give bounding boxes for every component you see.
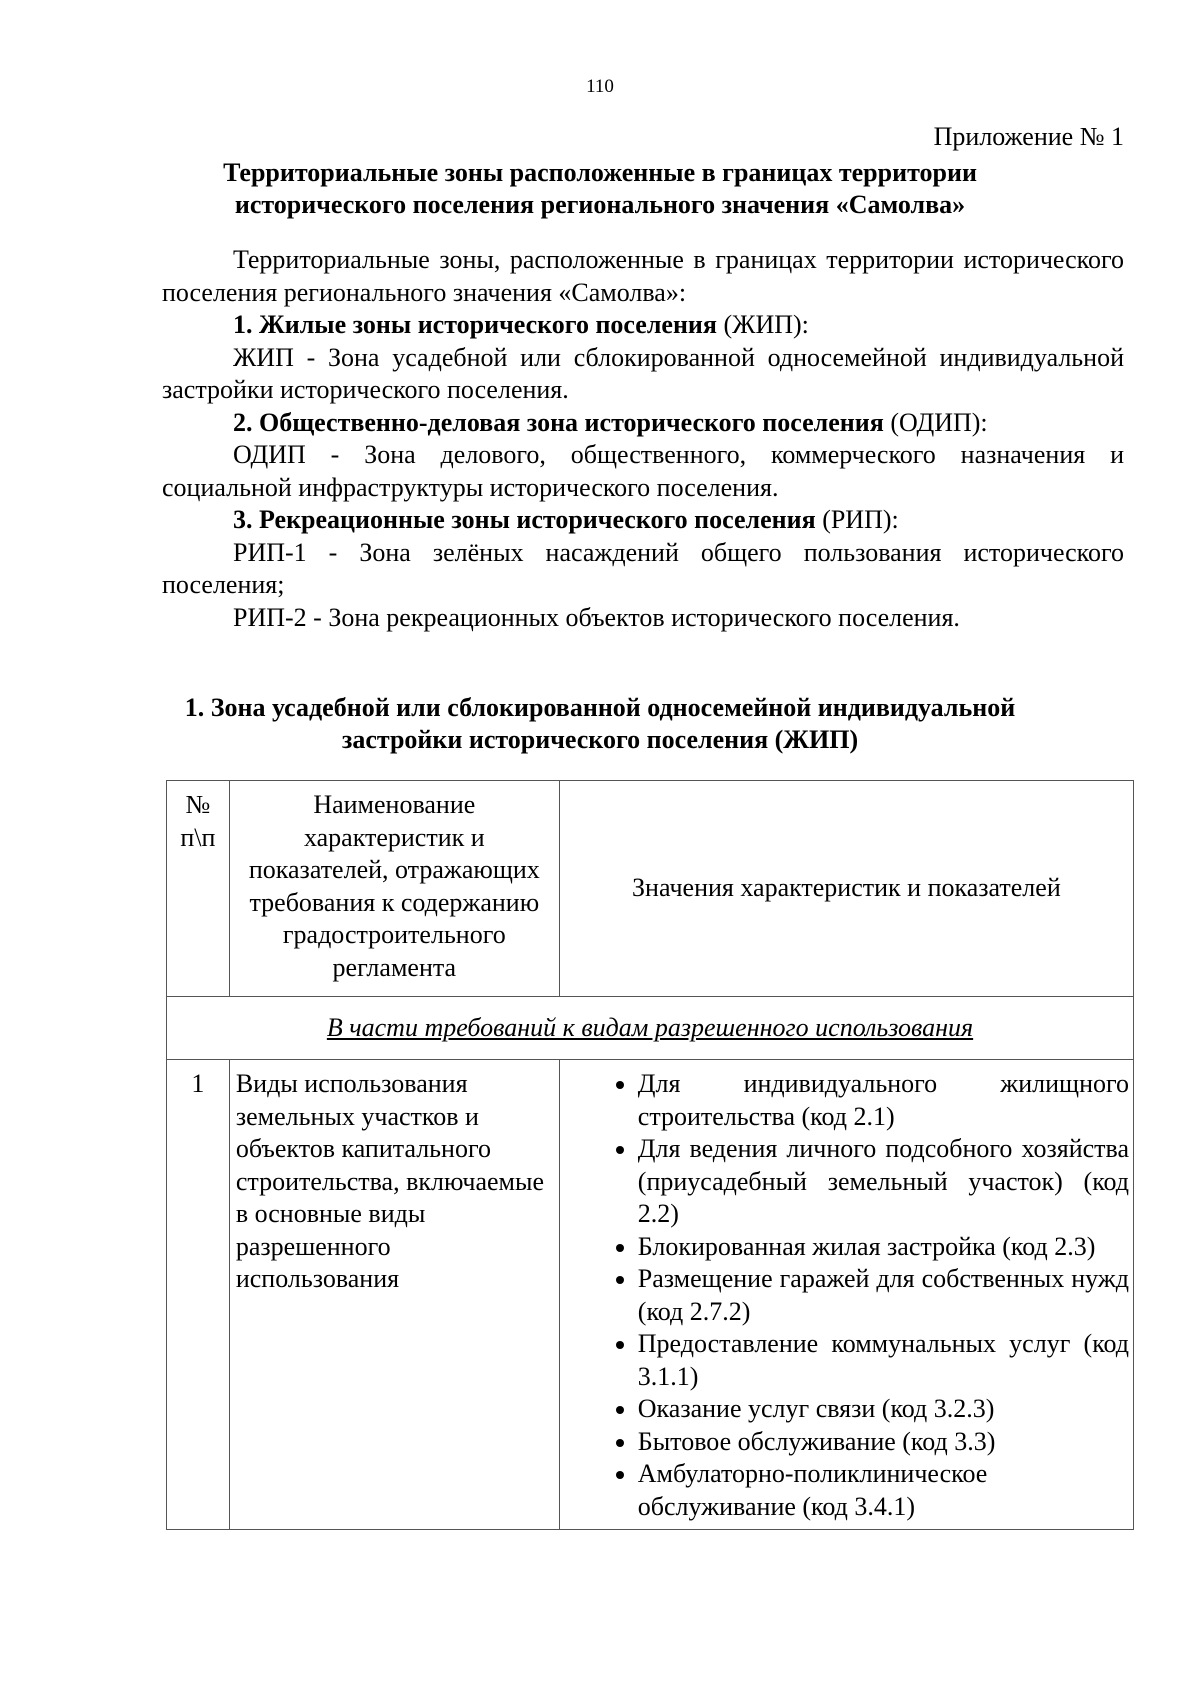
zone-heading	[162, 504, 1124, 537]
zone-heading-suffix: (ЖИП):	[716, 310, 809, 339]
header-values-cell: Значения характеристик и показателей	[559, 781, 1133, 997]
zone-item: ОДИП - Зона делового, общественного, коммерческого назначения и социальной инфраструктуры исторического поселения.	[162, 440, 1124, 502]
table-subheader-row	[167, 997, 1134, 1060]
section-title-line: 1. Зона усадебной или сблокированной односемейной индивидуальной	[184, 693, 1016, 722]
list-item: • Для индивидуального жилищного строительства (код 2.1)	[638, 1068, 1129, 1133]
permitted-uses-list	[560, 1068, 1129, 1523]
zone-heading-bold: 2. Общественно-деловая зона исторического поселения	[233, 407, 884, 437]
document-title	[150, 157, 1050, 221]
header-number-cell: № п\п	[167, 781, 230, 997]
header-name-cell: Наименование характеристик и показателей, отражающих требования к содержанию градостроительного регламента	[229, 781, 559, 997]
appendix-label: Приложение № 1	[933, 122, 1124, 151]
table-header-row	[167, 781, 1134, 997]
zone-heading	[162, 407, 1124, 440]
subheader-cell	[167, 997, 1134, 1060]
intro-paragraph: Территориальные зоны, расположенные в границах территории исторического поселения регионального значения «Самолва»:	[162, 245, 1124, 307]
row-name-cell: Виды использования земельных участков и объектов капитального строительства, включаемые в основные виды разрешенного использования	[229, 1060, 559, 1530]
table-row	[167, 1060, 1134, 1530]
subheader-text: В части требований к видам разрешенного использования	[326, 1012, 974, 1042]
list-item: • Предоставление коммунальных услуг (код 3.1.1)	[638, 1328, 1129, 1393]
list-item: • Оказание услуг связи (код 3.2.3)	[638, 1393, 1129, 1426]
list-item: • Бытовое обслуживание (код 3.3)	[638, 1426, 1129, 1459]
zone-item: РИП-2 - Зона рекреационных объектов исторического поселения.	[233, 602, 960, 632]
zone-item: РИП-1 - Зона зелёных насаждений общего пользования исторического поселения;	[162, 537, 1124, 599]
zone-heading-bold: 1. Жилые зоны исторического поселения	[233, 310, 717, 339]
document-title-line: исторического поселения регионального значения «Самолва»	[234, 190, 966, 219]
zone-heading-suffix: (РИП):	[815, 505, 899, 534]
zones-description	[162, 244, 1124, 634]
row-number-cell: 1	[167, 1060, 230, 1530]
page-number: 110	[586, 76, 614, 97]
section-title	[150, 692, 1050, 756]
zone-heading-bold: 3. Рекреационные зоны исторического поселения	[233, 505, 816, 534]
zone-item: ЖИП - Зона усадебной или сблокированной односемейной индивидуальной застройки исторического поселения.	[162, 342, 1124, 404]
list-item: • Размещение гаражей для собственных нужд (код 2.7.2)	[638, 1263, 1129, 1328]
document-title-line: Территориальные зоны расположенные в границах территории	[223, 158, 977, 187]
zone-heading	[162, 309, 1124, 342]
list-item: • Амбулаторно-поликлиническое обслуживание (код 3.4.1)	[638, 1458, 1129, 1523]
section-title-line: застройки исторического поселения (ЖИП)	[341, 725, 859, 754]
row-values-cell	[559, 1060, 1133, 1530]
list-item: • Блокированная жилая застройка (код 2.3)	[638, 1231, 1129, 1264]
list-item: • Для ведения личного подсобного хозяйства (приусадебный земельный участок) (код 2.2)	[638, 1133, 1129, 1231]
regulation-table	[166, 780, 1134, 1530]
zone-heading-suffix: (ОДИП):	[883, 407, 988, 437]
